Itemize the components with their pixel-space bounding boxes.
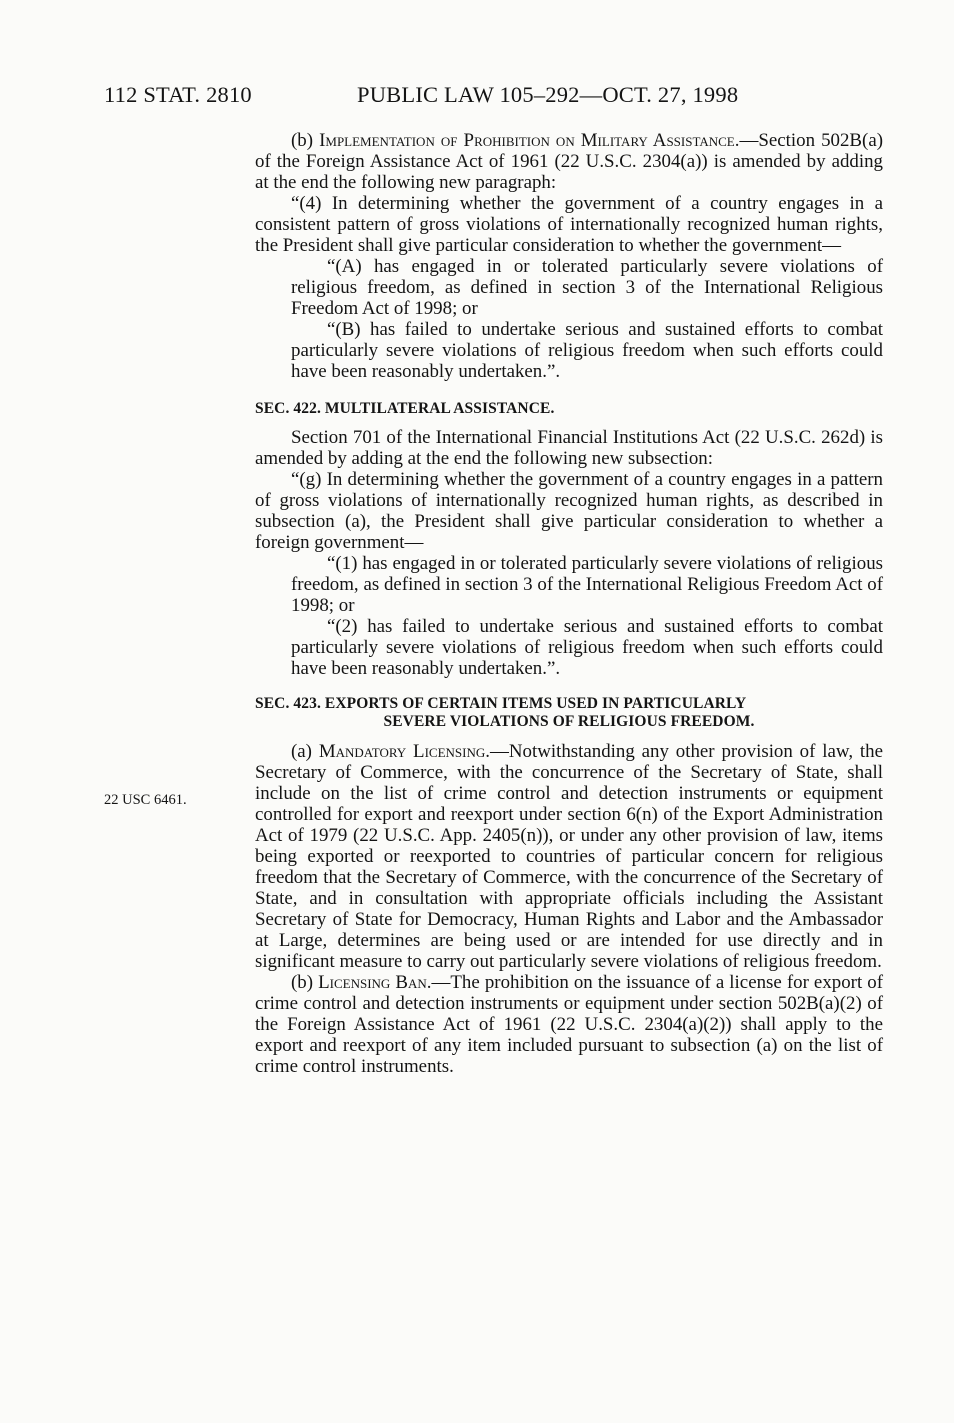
subsection-423b xyxy=(255,972,883,1077)
section-423-heading xyxy=(255,695,883,731)
subsection-heading: Implementation of Prohibition on Military Assistance. xyxy=(319,130,740,151)
document-body xyxy=(255,130,883,1077)
section-422-heading: SEC. 422. MULTILATERAL ASSISTANCE. xyxy=(255,400,555,417)
subsection-a-label: (a) xyxy=(291,741,312,762)
subsection-a-text: —Notwithstanding any other provision of law, the Secretary of Commerce, with the concurrence of the Secretary of State, shall include on the list of crime control and detection instruments or equipment controlled for export and reexport under section 6(n) of the Export Administration Act of 1979 (22 U.S.C. App. 2405(n)), or under any other provision of law, items being exported or reexported to countries of particular concern for religious freedom that the Secretary of Commerce, with the concurrence of the Secretary of State, and in consultation with appropriate officials including the Assistant Secretary of State for Democracy, Human Rights and Labor and the Ambassador at Large, determines are being used or are intended for use directly and in significant measure to carry out particularly severe violations of religious freedom. xyxy=(255,741,883,972)
subsection-b-text: —The prohibition on the issuance of a license for export of crime control and detection instruments or equipment under section 502B(a)(2) of the Foreign Assistance Act of 1961 (22 U.S.C. 2304(a)(2)) shall apply to the export and reexport of any item included pursuant to subsection (a) on the list of crime control instruments. xyxy=(255,972,884,1077)
subsection-a-heading: Mandatory Licensing. xyxy=(318,741,490,762)
item-2: “(2) has failed to undertake serious and sustained efforts to combat particularly severe violations of religious freedom when such efforts could have been reasonably undertaken.”. xyxy=(291,616,883,679)
subsection-b-heading: Licensing Ban. xyxy=(318,972,432,993)
section-422-intro: Section 701 of the International Financial Institutions Act (22 U.S.C. 262d) is amended by adding at the end the following new subsection: xyxy=(255,427,883,469)
stat-page-number: 112 STAT. 2810 xyxy=(104,82,252,107)
subsection-label: (b) xyxy=(291,130,314,151)
subsection-b-label: (b) xyxy=(291,972,314,993)
page-header xyxy=(104,82,804,112)
item-a: “(A) has engaged in or tolerated particularly severe violations of religious freedom, as defined in section 3 of the International Religious Freedom Act of 1998; or xyxy=(291,256,883,319)
section-423-heading-line2: SEVERE VIOLATIONS OF RELIGIOUS FREEDOM. xyxy=(383,713,755,730)
subsection-423a xyxy=(255,741,883,972)
subsection-text: —Section 502B(a) of the Foreign Assistance Act of 1961 (22 U.S.C. 2304(a)) is amended by adding at the end the following new paragraph: xyxy=(255,130,883,193)
section-423-heading-line1: SEC. 423. EXPORTS OF CERTAIN ITEMS USED IN PARTICULARLY xyxy=(255,695,747,712)
margin-note-usc: 22 USC 6461. xyxy=(104,792,187,808)
item-b: “(B) has failed to undertake serious and sustained efforts to combat particularly severe violations of religious freedom when such efforts could have been reasonably undertaken.”. xyxy=(291,319,883,382)
paragraph-4: “(4) In determining whether the government of a country engages in a consistent pattern of gross violations of internationally recognized human rights, the President shall give particular consideration to whether the government— xyxy=(255,193,883,256)
public-law-title: PUBLIC LAW 105–292—OCT. 27, 1998 xyxy=(357,82,739,107)
item-1: “(1) has engaged in or tolerated particularly severe violations of religious freedom, as defined in section 3 of the International Religious Freedom Act of 1998; or xyxy=(291,553,883,616)
paragraph-421b xyxy=(255,130,883,193)
paragraph-g: “(g) In determining whether the government of a country engages in a pattern of gross violations of internationally recognized human rights, as described in subsection (a), the President shall give particular consideration to whether a foreign government— xyxy=(255,469,883,553)
